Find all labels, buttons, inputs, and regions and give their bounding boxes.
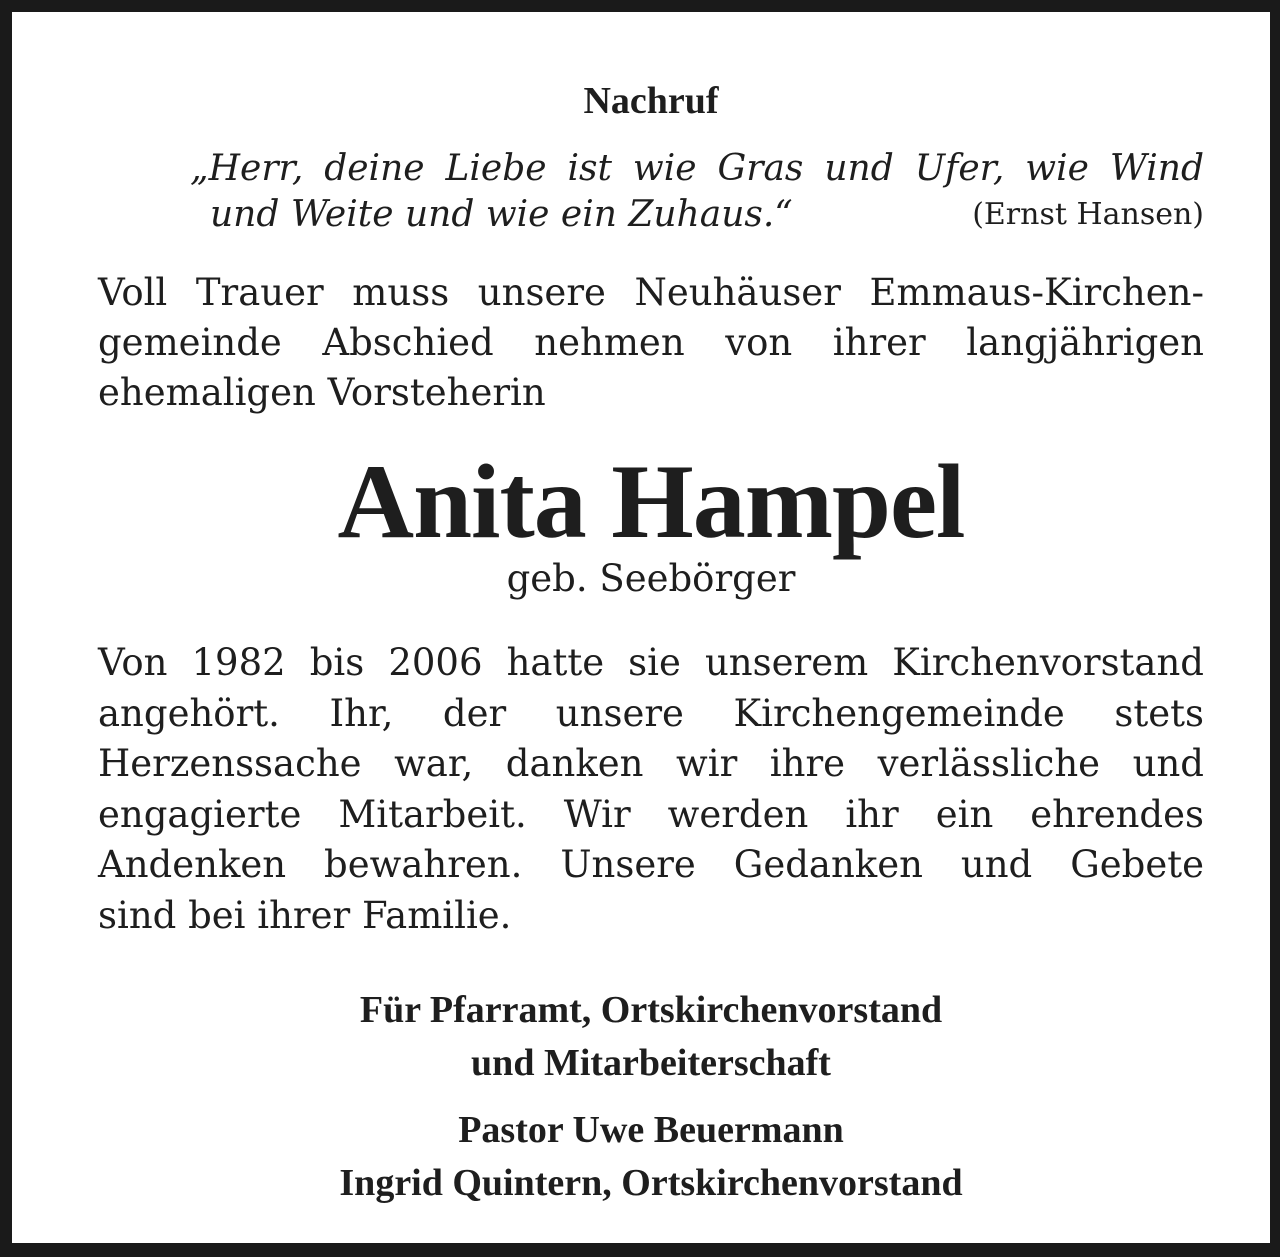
signature-group-line: und Mitarbeiterschaft [471, 1042, 831, 1084]
body-line: Von 1982 bis 2006 hatte sie unserem Kirchenvorstand [98, 641, 1204, 684]
quote-attribution: (Ernst Hansen) [972, 197, 1204, 232]
body-line: Andenken bewahren. Unsere Gedanken und Gebete [98, 843, 1204, 886]
intro-paragraph [98, 268, 1204, 418]
intro-line: Voll Trauer muss unsere Neuhäuser Emmaus-Kirchen- [98, 271, 1204, 314]
quote-line-2 [190, 192, 1204, 238]
intro-line: ehemaligen Vorsteherin [98, 371, 546, 414]
signature-group [98, 984, 1204, 1090]
body-line: angehört. Ihr, der unsere Kirchengemeinde stets [98, 691, 1204, 735]
quote-line-2-text: und Weite und wie ein Zuhaus.“ [210, 194, 793, 235]
intro-line: gemeinde Abschied nehmen von ihrer langjährigen [98, 321, 1204, 364]
signature-group-line: Für Pfarramt, Ortskirchenvorstand [359, 989, 943, 1031]
signatory-pastor: Pastor Uwe Beuermann [458, 1109, 844, 1151]
maiden-name: geb. Seebörger [506, 557, 796, 600]
notice-heading: Nachruf [583, 80, 719, 122]
body-line: engagierte Mitarbeit. Wir werden ihr ein ehrendes [98, 792, 1204, 836]
body-paragraph [98, 638, 1204, 941]
body-line: sind bei ihrer Familie. [98, 893, 512, 937]
quote-line-1: „Herr, deine Liebe ist wie Gras und Ufer, wie Wind [190, 148, 1204, 189]
signatory-board-member: Ingrid Quintern, Ortskirchenvorstand [339, 1162, 963, 1204]
deceased-name: Anita Hampel [337, 443, 965, 560]
signatories [98, 1104, 1204, 1210]
epigraph-quote [190, 146, 1204, 238]
body-line: Herzenssache war, danken wir ihre verlässliche und [98, 742, 1204, 785]
